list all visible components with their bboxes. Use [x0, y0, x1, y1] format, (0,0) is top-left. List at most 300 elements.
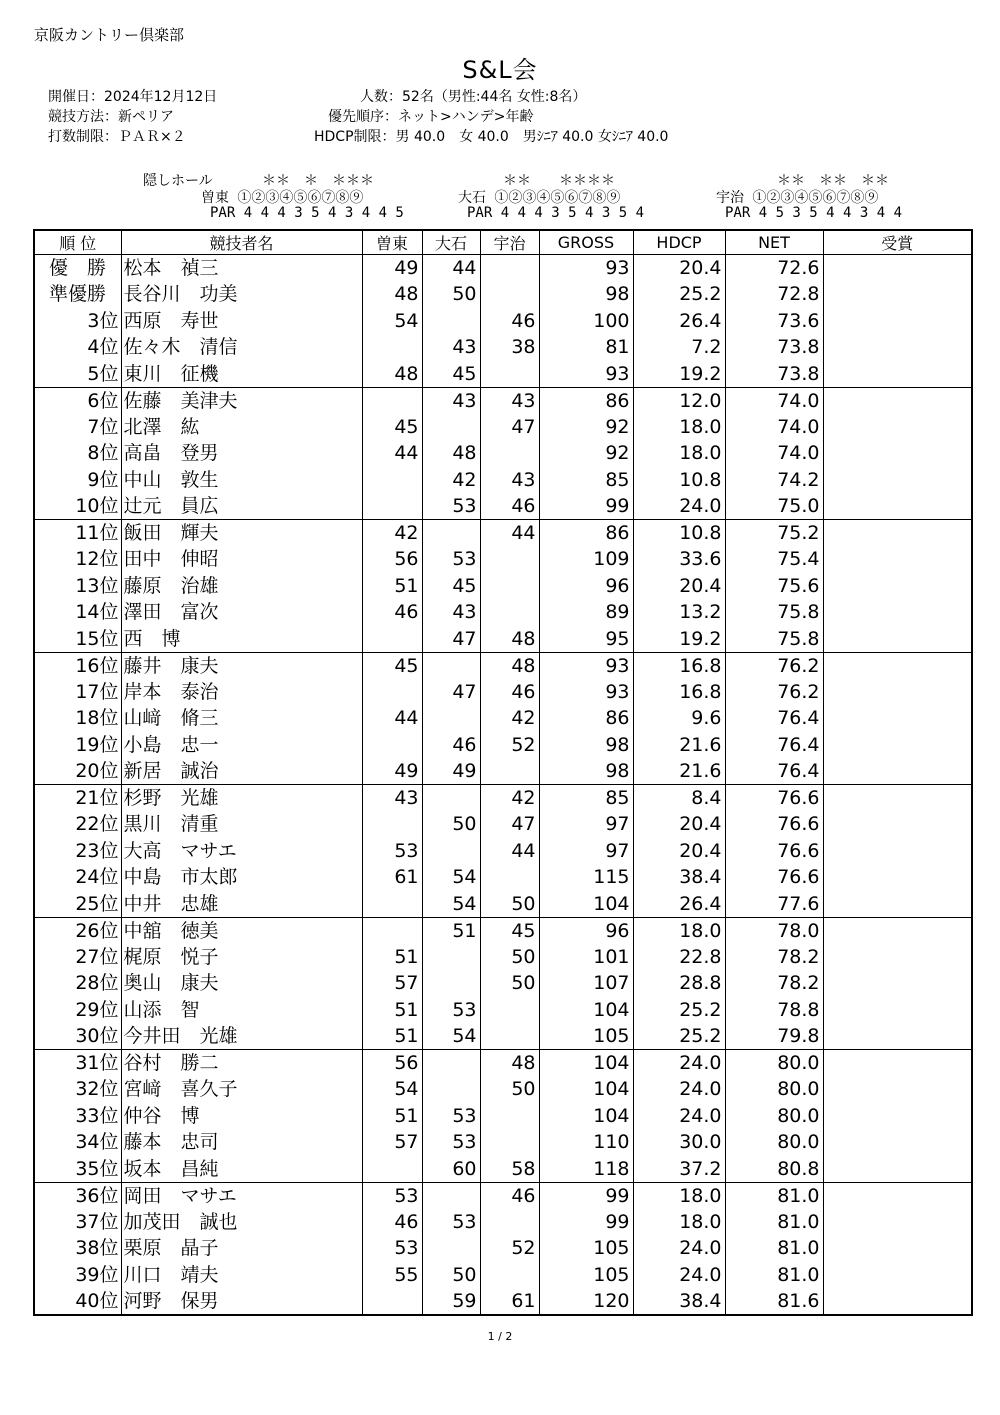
table-row [34, 838, 972, 865]
rank-cell: 24位 [34, 864, 121, 891]
table-row [34, 732, 972, 759]
hidden-hole-label: 隠しホール [143, 173, 213, 189]
rank-cell: 27位 [34, 944, 121, 971]
net-score: 75.4 [725, 546, 823, 573]
uji-score [480, 599, 539, 626]
player-name: 高畠 登男 [121, 440, 362, 467]
oishi-score [422, 414, 480, 441]
soto-score: 46 [362, 599, 422, 626]
soto-score: 54 [362, 1076, 422, 1103]
handicap: 8.4 [633, 785, 725, 812]
uji-score [480, 1262, 539, 1289]
uji-score: 50 [480, 944, 539, 971]
table-row [34, 520, 972, 547]
uji-score: 47 [480, 811, 539, 838]
uji-score [480, 440, 539, 467]
rank-cell: 12位 [34, 546, 121, 573]
col-rank: 順 位 [34, 230, 121, 255]
player-name: 佐々木 清信 [121, 334, 362, 361]
gross-score: 104 [539, 1050, 633, 1077]
gross-score: 92 [539, 440, 633, 467]
handicap: 16.8 [633, 679, 725, 706]
table-row [34, 811, 972, 838]
rank-cell: 10位 [34, 493, 121, 520]
net-score: 74.0 [725, 414, 823, 441]
oishi-score: 53 [422, 493, 480, 520]
soto-score [362, 467, 422, 494]
uji-score [480, 758, 539, 785]
player-name: 中島 市太郎 [121, 864, 362, 891]
handicap: 26.4 [633, 891, 725, 918]
uji-score [480, 255, 539, 282]
oishi-score [422, 838, 480, 865]
player-name: 新居 誠治 [121, 758, 362, 785]
soto-score [362, 1156, 422, 1183]
oishi-score: 60 [422, 1156, 480, 1183]
soto-score: 49 [362, 758, 422, 785]
soto-score [362, 917, 422, 944]
net-score: 75.8 [725, 626, 823, 653]
handicap: 26.4 [633, 308, 725, 335]
table-row [34, 1129, 972, 1156]
award [823, 626, 972, 653]
soto-score: 53 [362, 1182, 422, 1209]
net-score: 72.6 [725, 255, 823, 282]
net-score: 73.8 [725, 334, 823, 361]
oishi-score: 50 [422, 1262, 480, 1289]
gross-score: 104 [539, 1103, 633, 1130]
player-name: 宮﨑 喜久子 [121, 1076, 362, 1103]
rank-cell: 7位 [34, 414, 121, 441]
handicap: 20.4 [633, 255, 725, 282]
soto-score: 53 [362, 838, 422, 865]
gross-score: 96 [539, 917, 633, 944]
handicap: 19.2 [633, 626, 725, 653]
uji-score [480, 997, 539, 1024]
table-row [34, 1235, 972, 1262]
table-row [34, 546, 972, 573]
uji-score [480, 1023, 539, 1050]
table-row [34, 891, 972, 918]
oishi-score: 54 [422, 864, 480, 891]
rank-cell: 38位 [34, 1235, 121, 1262]
net-score: 80.8 [725, 1156, 823, 1183]
award [823, 917, 972, 944]
handicap: 10.8 [633, 520, 725, 547]
stroke-limit: 打数制限：ＰＡＲ×２ [48, 129, 186, 145]
soto-score: 61 [362, 864, 422, 891]
table-row [34, 1076, 972, 1103]
rank-cell: 36位 [34, 1182, 121, 1209]
uji-score: 46 [480, 493, 539, 520]
uji-hidden-stars: ＊＊ ＊＊ ＊＊ [777, 173, 889, 189]
oishi-score [422, 705, 480, 732]
priority-order: 優先順序：ネット>ハンデ>年齢 [328, 109, 534, 125]
soto-score: 51 [362, 997, 422, 1024]
award [823, 387, 972, 414]
rank-cell: 25位 [34, 891, 121, 918]
net-score: 81.0 [725, 1235, 823, 1262]
soto-score [362, 1288, 422, 1315]
soto-score: 45 [362, 414, 422, 441]
gross-score: 98 [539, 281, 633, 308]
table-row [34, 1288, 972, 1315]
soto-score [362, 334, 422, 361]
oishi-score: 43 [422, 334, 480, 361]
oishi-score: 47 [422, 679, 480, 706]
table-row [34, 361, 972, 388]
net-score: 74.2 [725, 467, 823, 494]
net-score: 80.0 [725, 1076, 823, 1103]
table-row [34, 626, 972, 653]
award [823, 599, 972, 626]
soto-score: 51 [362, 1023, 422, 1050]
soto-score: 44 [362, 705, 422, 732]
handicap: 38.4 [633, 864, 725, 891]
rank-cell: 16位 [34, 652, 121, 679]
award [823, 891, 972, 918]
table-row [34, 705, 972, 732]
player-name: 谷村 勝二 [121, 1050, 362, 1077]
handicap: 37.2 [633, 1156, 725, 1183]
uji-score: 50 [480, 970, 539, 997]
award [823, 308, 972, 335]
player-name: 岸本 泰治 [121, 679, 362, 706]
award [823, 546, 972, 573]
award [823, 520, 972, 547]
net-score: 79.8 [725, 1023, 823, 1050]
oishi-score: 44 [422, 255, 480, 282]
player-name: 山﨑 脩三 [121, 705, 362, 732]
award [823, 1156, 972, 1183]
rank-cell: 22位 [34, 811, 121, 838]
col-name: 競技者名 [121, 230, 362, 255]
page-title: S&L会 [462, 56, 538, 84]
uji-score: 44 [480, 520, 539, 547]
handicap: 16.8 [633, 652, 725, 679]
page-number: 1 / 2 [487, 1330, 513, 1343]
table-row [34, 1050, 972, 1077]
table-row [34, 308, 972, 335]
net-score: 78.2 [725, 944, 823, 971]
award [823, 705, 972, 732]
handicap: 18.0 [633, 1209, 725, 1236]
soto-score: 43 [362, 785, 422, 812]
soto-score [362, 811, 422, 838]
handicap: 24.0 [633, 1050, 725, 1077]
handicap: 24.0 [633, 1235, 725, 1262]
uji-score: 48 [480, 626, 539, 653]
award [823, 467, 972, 494]
soto-score: 54 [362, 308, 422, 335]
player-name: 北澤 紘 [121, 414, 362, 441]
uji-score [480, 573, 539, 600]
oishi-score: 51 [422, 917, 480, 944]
soto-score: 48 [362, 361, 422, 388]
col-award: 受賞 [823, 230, 972, 255]
award [823, 1209, 972, 1236]
oishi-score: 54 [422, 1023, 480, 1050]
rank-cell: 13位 [34, 573, 121, 600]
award [823, 334, 972, 361]
soto-score [362, 891, 422, 918]
table-row [34, 493, 972, 520]
award [823, 361, 972, 388]
net-score: 76.4 [725, 732, 823, 759]
net-score: 73.8 [725, 361, 823, 388]
net-score: 77.6 [725, 891, 823, 918]
award [823, 652, 972, 679]
player-name: 松本 禎三 [121, 255, 362, 282]
oishi-score: 45 [422, 573, 480, 600]
table-row [34, 1023, 972, 1050]
uji-score: 42 [480, 785, 539, 812]
uji-score: 38 [480, 334, 539, 361]
rank-cell: 19位 [34, 732, 121, 759]
gross-score: 85 [539, 785, 633, 812]
rank-cell: 11位 [34, 520, 121, 547]
player-name: 澤田 富次 [121, 599, 362, 626]
rank-cell: 準優勝 [34, 281, 121, 308]
award [823, 573, 972, 600]
handicap: 9.6 [633, 705, 725, 732]
rank-cell: 14位 [34, 599, 121, 626]
gross-score: 100 [539, 308, 633, 335]
gross-score: 81 [539, 334, 633, 361]
table-row [34, 334, 972, 361]
handicap: 13.2 [633, 599, 725, 626]
table-header [34, 230, 972, 255]
handicap: 24.0 [633, 1262, 725, 1289]
soto-score: 42 [362, 520, 422, 547]
player-name: 奥山 康夫 [121, 970, 362, 997]
gross-score: 86 [539, 520, 633, 547]
soto-holes: 曽東 ①②③④⑤⑥⑦⑧⑨ [201, 190, 364, 206]
uji-score [480, 546, 539, 573]
oishi-score: 49 [422, 758, 480, 785]
gross-score: 107 [539, 970, 633, 997]
player-name: 中山 敦生 [121, 467, 362, 494]
net-score: 80.0 [725, 1050, 823, 1077]
oishi-score [422, 1182, 480, 1209]
uji-score [480, 1209, 539, 1236]
net-score: 80.0 [725, 1129, 823, 1156]
award [823, 732, 972, 759]
rank-cell: 29位 [34, 997, 121, 1024]
rank-cell: 優 勝 [34, 255, 121, 282]
net-score: 75.6 [725, 573, 823, 600]
handicap: 20.4 [633, 811, 725, 838]
net-score: 73.6 [725, 308, 823, 335]
gross-score: 104 [539, 1076, 633, 1103]
player-name: 大高 マサエ [121, 838, 362, 865]
handicap: 28.8 [633, 970, 725, 997]
net-score: 81.0 [725, 1209, 823, 1236]
handicap: 22.8 [633, 944, 725, 971]
award [823, 997, 972, 1024]
table-row [34, 970, 972, 997]
oishi-score [422, 308, 480, 335]
net-score: 76.6 [725, 811, 823, 838]
award [823, 785, 972, 812]
results-table [33, 229, 973, 1316]
award [823, 440, 972, 467]
table-row [34, 281, 972, 308]
handicap: 20.4 [633, 573, 725, 600]
rank-cell: 6位 [34, 387, 121, 414]
award [823, 758, 972, 785]
soto-score: 45 [362, 652, 422, 679]
table-row [34, 997, 972, 1024]
gross-score: 93 [539, 679, 633, 706]
award [823, 1103, 972, 1130]
soto-score: 56 [362, 546, 422, 573]
award [823, 864, 972, 891]
oishi-score: 53 [422, 1129, 480, 1156]
net-score: 75.0 [725, 493, 823, 520]
handicap: 18.0 [633, 917, 725, 944]
player-name: 中井 忠雄 [121, 891, 362, 918]
player-name: 河野 保男 [121, 1288, 362, 1315]
gross-score: 104 [539, 891, 633, 918]
player-name: 栗原 晶子 [121, 1235, 362, 1262]
award [823, 970, 972, 997]
net-score: 76.6 [725, 785, 823, 812]
oishi-score [422, 1076, 480, 1103]
gross-score: 120 [539, 1288, 633, 1315]
net-score: 81.0 [725, 1182, 823, 1209]
col-uji: 宇治 [480, 230, 539, 255]
gross-score: 97 [539, 811, 633, 838]
gross-score: 86 [539, 387, 633, 414]
uji-score [480, 864, 539, 891]
rank-cell: 33位 [34, 1103, 121, 1130]
oishi-score [422, 944, 480, 971]
gross-score: 115 [539, 864, 633, 891]
award [823, 1076, 972, 1103]
soto-score [362, 732, 422, 759]
player-name: 田中 伸昭 [121, 546, 362, 573]
gross-score: 95 [539, 626, 633, 653]
player-name: 川口 靖夫 [121, 1262, 362, 1289]
rank-cell: 23位 [34, 838, 121, 865]
soto-score: 56 [362, 1050, 422, 1077]
uji-score [480, 1103, 539, 1130]
oishi-score: 53 [422, 1209, 480, 1236]
table-row [34, 1262, 972, 1289]
oishi-par: PAR 4 4 4 3 5 4 3 5 4 [467, 205, 645, 221]
award [823, 679, 972, 706]
competition-method: 競技方法：新ペリア [48, 109, 174, 125]
player-name: 藤本 忠司 [121, 1129, 362, 1156]
net-score: 76.6 [725, 864, 823, 891]
net-score: 76.2 [725, 679, 823, 706]
player-name: 中舘 徳美 [121, 917, 362, 944]
player-name: 今井田 光雄 [121, 1023, 362, 1050]
soto-score: 48 [362, 281, 422, 308]
col-net: NET [725, 230, 823, 255]
uji-score [480, 361, 539, 388]
handicap: 24.0 [633, 1103, 725, 1130]
uji-score: 48 [480, 1050, 539, 1077]
handicap: 20.4 [633, 838, 725, 865]
table-row [34, 944, 972, 971]
oishi-score: 45 [422, 361, 480, 388]
soto-score [362, 626, 422, 653]
gross-score: 86 [539, 705, 633, 732]
oishi-score [422, 970, 480, 997]
award [823, 1023, 972, 1050]
handicap: 25.2 [633, 281, 725, 308]
oishi-score [422, 1235, 480, 1262]
award [823, 838, 972, 865]
uji-par: PAR 4 5 3 5 4 4 3 4 4 [725, 205, 903, 221]
gross-score: 85 [539, 467, 633, 494]
soto-score: 46 [362, 1209, 422, 1236]
table-row [34, 573, 972, 600]
soto-score: 57 [362, 970, 422, 997]
oishi-score: 53 [422, 546, 480, 573]
soto-score: 57 [362, 1129, 422, 1156]
uji-score: 43 [480, 387, 539, 414]
award [823, 281, 972, 308]
player-name: 長谷川 功美 [121, 281, 362, 308]
player-name: 坂本 昌純 [121, 1156, 362, 1183]
table-row [34, 1182, 972, 1209]
player-name: 佐藤 美津夫 [121, 387, 362, 414]
net-score: 81.6 [725, 1288, 823, 1315]
hdcp-limit: HDCP制限：男 40.0 女 40.0 男ｼﾆｱ 40.0 女ｼﾆｱ 40.0 [314, 129, 669, 145]
uji-score: 46 [480, 679, 539, 706]
gross-score: 98 [539, 758, 633, 785]
rank-cell: 26位 [34, 917, 121, 944]
gross-score: 96 [539, 573, 633, 600]
table-row [34, 440, 972, 467]
handicap: 18.0 [633, 414, 725, 441]
gross-score: 118 [539, 1156, 633, 1183]
handicap: 25.2 [633, 997, 725, 1024]
uji-score: 50 [480, 1076, 539, 1103]
handicap: 19.2 [633, 361, 725, 388]
oishi-score: 48 [422, 440, 480, 467]
gross-score: 105 [539, 1023, 633, 1050]
uji-score [480, 281, 539, 308]
handicap: 30.0 [633, 1129, 725, 1156]
net-score: 72.8 [725, 281, 823, 308]
oishi-score: 50 [422, 281, 480, 308]
uji-score: 44 [480, 838, 539, 865]
table-row [34, 1103, 972, 1130]
gross-score: 93 [539, 361, 633, 388]
oishi-score [422, 520, 480, 547]
handicap: 38.4 [633, 1288, 725, 1315]
net-score: 81.0 [725, 1262, 823, 1289]
soto-score [362, 493, 422, 520]
net-score: 74.0 [725, 387, 823, 414]
award [823, 1129, 972, 1156]
gross-score: 110 [539, 1129, 633, 1156]
award [823, 811, 972, 838]
soto-par: PAR 4 4 4 3 5 4 3 4 4 5 [210, 205, 404, 221]
gross-score: 104 [539, 997, 633, 1024]
oishi-score [422, 785, 480, 812]
table-row [34, 785, 972, 812]
rank-cell: 21位 [34, 785, 121, 812]
uji-score: 50 [480, 891, 539, 918]
award [823, 1182, 972, 1209]
rank-cell: 28位 [34, 970, 121, 997]
net-score: 78.2 [725, 970, 823, 997]
